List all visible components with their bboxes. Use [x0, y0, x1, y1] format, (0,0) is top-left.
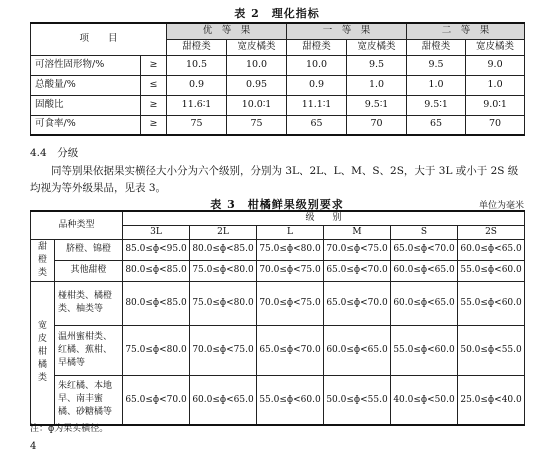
table-cell: 80.0≤ɸ<85.0 — [190, 239, 257, 260]
table-cell: 50.0≤ɸ<55.0 — [458, 325, 525, 375]
table-cell: 70 — [466, 115, 525, 135]
table-cell: 10.5 — [167, 55, 227, 75]
table-cell: 9.0∶1 — [466, 95, 525, 115]
table-cell: 10.0∶1 — [227, 95, 287, 115]
table-cell: 25.0≤ɸ<40.0 — [458, 375, 525, 425]
section-heading: 4.4 分级 — [30, 147, 79, 159]
body-paragraph: 同等别果依据果实横径大小分为六个级别，分别为 3L、2L、L、M、S、2S，大于 3L 或小于 2S 级均视为等外级果品，见表 3。 — [30, 165, 519, 194]
group-label-mandarin: 宽皮柑橘类 — [31, 281, 55, 425]
table-cell: 65.0≤ɸ<70.0 — [324, 281, 391, 325]
sub-header: 甜橙类 — [167, 39, 227, 55]
table-cell: 40.0≤ɸ<50.0 — [391, 375, 458, 425]
table-cell: 75.0≤ɸ<80.0 — [190, 260, 257, 281]
table-row — [31, 239, 525, 260]
sub-header: 宽皮橘类 — [466, 39, 525, 55]
row-label: 固酸比 — [31, 95, 141, 115]
sub-header: 宽皮橘类 — [227, 39, 287, 55]
table-cell: 65 — [287, 115, 347, 135]
table-row — [31, 115, 525, 135]
row-label: 可溶性固形物/% — [31, 55, 141, 75]
table-cell: 1.0 — [347, 75, 407, 95]
comparison-operator: ≤ — [141, 75, 167, 95]
table-row — [31, 375, 525, 425]
table-cell: 65.0≤ɸ<70.0 — [391, 239, 458, 260]
table-cell: 60.0≤ɸ<65.0 — [324, 325, 391, 375]
first-grade-header: 一 等 果 — [287, 23, 407, 39]
table-cell: 1.0 — [466, 75, 525, 95]
table-cell: 55.0≤ɸ<60.0 — [458, 260, 525, 281]
table-row — [31, 75, 525, 95]
comparison-operator: ≥ — [141, 55, 167, 75]
item-header: 项 目 — [31, 23, 167, 55]
table-cell: 9.0 — [466, 55, 525, 75]
table-cell: 60.0≤ɸ<65.0 — [391, 260, 458, 281]
table-footnote: 注：ɸ为果实横径。 — [30, 424, 109, 434]
group-label-sweet-orange: 甜橙类 — [31, 239, 55, 281]
table-cell: 11.1∶1 — [287, 95, 347, 115]
table-cell: 55.0≤ɸ<60.0 — [391, 325, 458, 375]
level-header: 级 别 — [123, 211, 525, 225]
table-cell: 75.0≤ɸ<80.0 — [123, 325, 190, 375]
table-cell: 80.0≤ɸ<85.0 — [123, 260, 190, 281]
table-cell: 50.0≤ɸ<55.0 — [324, 375, 391, 425]
table-cell: 9.5∶1 — [347, 95, 407, 115]
table-cell: 9.5 — [407, 55, 466, 75]
table-cell: 55.0≤ɸ<60.0 — [257, 375, 324, 425]
table-row — [31, 55, 525, 75]
variety-label: 脐橙、锦橙 — [55, 239, 123, 260]
premium-grade-header: 优 等 果 — [167, 23, 287, 39]
sub-header: 甜橙类 — [407, 39, 466, 55]
table-cell: 10.0 — [227, 55, 287, 75]
table-cell: 1.0 — [407, 75, 466, 95]
variety-label: 椪柑类、橘橙类、柚类等 — [55, 281, 123, 325]
grade-requirement-table — [30, 210, 525, 426]
table2-title: 表 2 理化指标 — [234, 7, 320, 20]
unit-note: 单位为毫米 — [478, 201, 524, 211]
table-cell: 75.0≤ɸ<80.0 — [190, 281, 257, 325]
table-cell: 60.0≤ɸ<65.0 — [458, 239, 525, 260]
table-cell: 70.0≤ɸ<75.0 — [257, 281, 324, 325]
row-label: 可食率/% — [31, 115, 141, 135]
table-cell: 0.95 — [227, 75, 287, 95]
sub-header: 甜橙类 — [287, 39, 347, 55]
table-row — [31, 95, 525, 115]
grade-header: 2S — [458, 225, 525, 239]
table-cell: 55.0≤ɸ<60.0 — [458, 281, 525, 325]
table-cell: 75.0≤ɸ<80.0 — [257, 239, 324, 260]
table-cell: 0.9 — [167, 75, 227, 95]
table-cell: 70.0≤ɸ<75.0 — [324, 239, 391, 260]
grade-header: 2L — [190, 225, 257, 239]
table-row — [31, 325, 525, 375]
comparison-operator: ≥ — [141, 95, 167, 115]
table-cell: 75 — [167, 115, 227, 135]
table-cell: 9.5 — [347, 55, 407, 75]
table-cell: 85.0≤ɸ<95.0 — [123, 239, 190, 260]
second-grade-header: 二 等 果 — [407, 23, 525, 39]
variety-type-header: 品种类型 — [31, 211, 123, 239]
variety-label: 温州蜜柑类、红橘、蕉柑、早橘等 — [55, 325, 123, 375]
grade-header: L — [257, 225, 324, 239]
physicochemical-index-table — [30, 22, 525, 136]
grade-header: M — [324, 225, 391, 239]
page-number: 4 — [30, 441, 37, 452]
grade-header: 3L — [123, 225, 190, 239]
variety-label: 其他甜橙 — [55, 260, 123, 281]
table-cell: 75 — [227, 115, 287, 135]
table-cell: 9.5∶1 — [407, 95, 466, 115]
table-cell: 65.0≤ɸ<70.0 — [324, 260, 391, 281]
table-cell: 10.0 — [287, 55, 347, 75]
table-cell: 60.0≤ɸ<65.0 — [190, 375, 257, 425]
table-row — [31, 281, 525, 325]
table-cell: 0.9 — [287, 75, 347, 95]
table-cell: 60.0≤ɸ<65.0 — [391, 281, 458, 325]
table-cell: 70 — [347, 115, 407, 135]
table-cell: 11.6∶1 — [167, 95, 227, 115]
grade-header: S — [391, 225, 458, 239]
table-cell: 80.0≤ɸ<85.0 — [123, 281, 190, 325]
row-label: 总酸量/% — [31, 75, 141, 95]
table-cell: 65.0≤ɸ<70.0 — [123, 375, 190, 425]
table-cell: 70.0≤ɸ<75.0 — [257, 260, 324, 281]
variety-label: 朱红橘、本地早、南丰蜜橘、砂糖橘等 — [55, 375, 123, 425]
table-cell: 65 — [407, 115, 466, 135]
table3-title: 表 3 柑橘鲜果级别要求 — [210, 198, 344, 211]
table-cell: 65.0≤ɸ<70.0 — [257, 325, 324, 375]
table-row — [31, 260, 525, 281]
comparison-operator: ≥ — [141, 115, 167, 135]
sub-header: 宽皮橘类 — [347, 39, 407, 55]
table-cell: 70.0≤ɸ<75.0 — [190, 325, 257, 375]
